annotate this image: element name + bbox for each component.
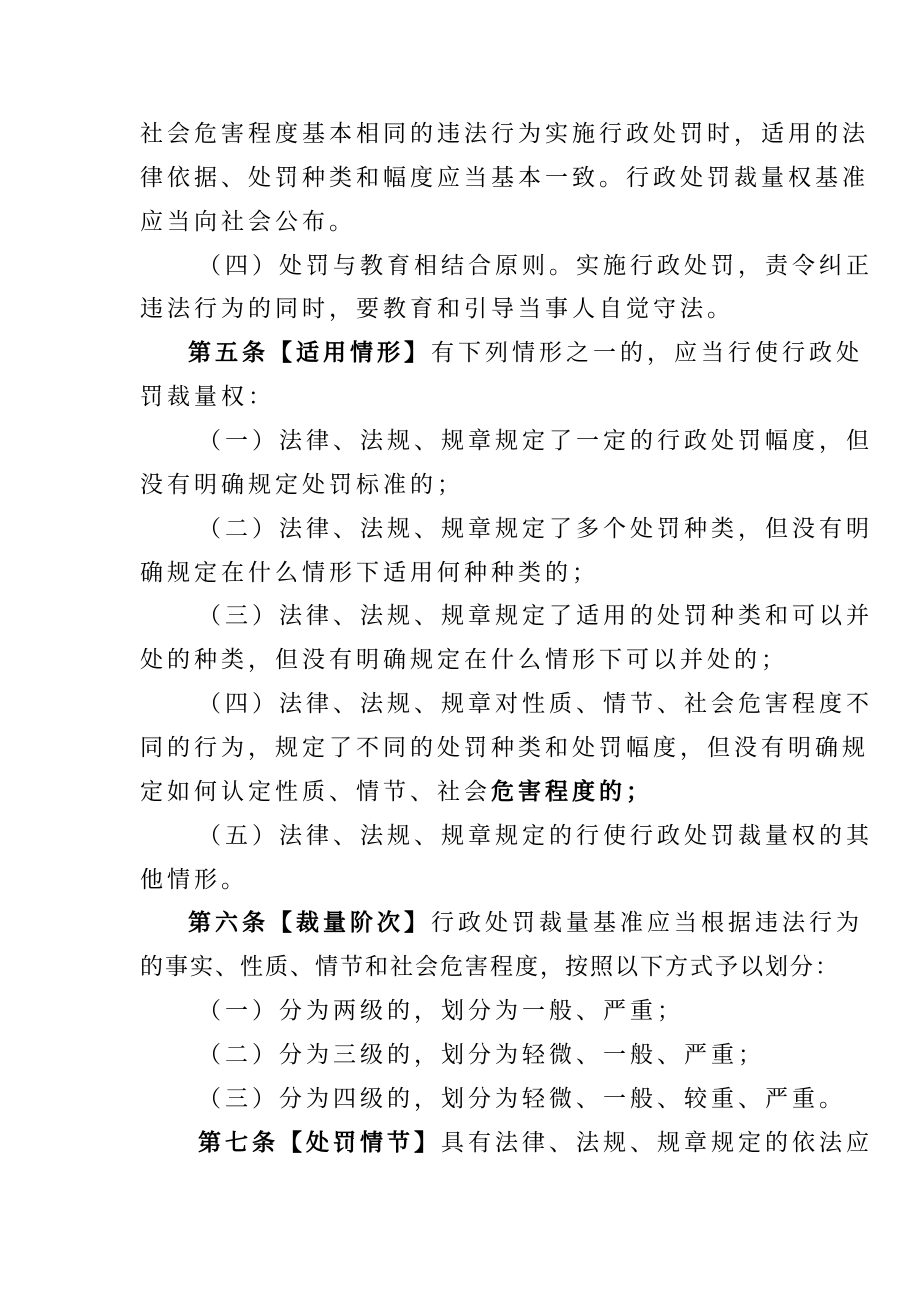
list-item-bold-text: 危害程度的； [491, 778, 653, 805]
list-item: （五）法律、法规、规章规定的行使行政处罚裁量权的其 [198, 823, 873, 849]
list-item: 没有明确规定处罚标准的； [140, 472, 464, 498]
paragraph-line: 罚裁量权： [140, 384, 275, 410]
article-5-first-line [188, 336, 863, 370]
article-6-first-line [188, 906, 863, 940]
paragraph-line: 的事实、性质、情节和社会危害程度，按照以下方式予以划分： [140, 954, 840, 980]
article-7-first-line [198, 1126, 873, 1160]
list-item: （二）分为三级的，划分为轻微、一般、严重； [198, 1042, 765, 1068]
list-item: 同的行为，规定了不同的处罚种类和处罚幅度，但没有明确规 [140, 735, 869, 761]
paragraph-line: （四）处罚与教育相结合原则。实施行政处罚，责令纠正 [198, 253, 873, 279]
list-item: 处的种类，但没有明确规定在什么情形下可以并处的； [140, 647, 788, 673]
list-item: （一）法律、法规、规章规定了一定的行政处罚幅度，但 [198, 428, 873, 454]
article-7-text: 具有法律、法规、规章规定的依法应 [441, 1130, 873, 1156]
list-item-text: 定如何认定性质、情节、社会 [140, 779, 491, 805]
article-6-heading: 第六条【裁量阶次】 [188, 909, 431, 936]
article-5-text: 有下列情形之一的，应当行使行政处 [431, 340, 863, 366]
list-item: （四）法律、法规、规章对性质、情节、社会危害程度不 [198, 691, 873, 717]
list-item [140, 775, 653, 809]
paragraph-line: 应当向社会公布。 [140, 209, 356, 235]
paragraph-line: 社会危害程度基本相同的违法行为实施行政处罚时，适用的法 [140, 121, 869, 147]
list-item: 确规定在什么情形下适用何种种类的； [140, 560, 599, 586]
paragraph-line: 律依据、处罚种类和幅度应当基本一致。行政处罚裁量权基准 [140, 165, 869, 191]
list-item: （二）法律、法规、规章规定了多个处罚种类，但没有明 [198, 516, 873, 542]
paragraph-line: 违法行为的同时，要教育和引导当事人自觉守法。 [140, 296, 734, 322]
article-6-text: 行政处罚裁量基准应当根据违法行为 [431, 910, 863, 936]
article-5-heading: 第五条【适用情形】 [188, 339, 431, 366]
list-item: 他情形。 [140, 867, 248, 893]
list-item: （三）分为四级的，划分为轻微、一般、较重、严重。 [198, 1086, 846, 1112]
article-7-heading: 第七条【处罚情节】 [198, 1129, 441, 1156]
list-item: （三）法律、法规、规章规定了适用的处罚种类和可以并 [198, 603, 873, 629]
list-item: （一）分为两级的，划分为一般、严重； [198, 998, 684, 1024]
